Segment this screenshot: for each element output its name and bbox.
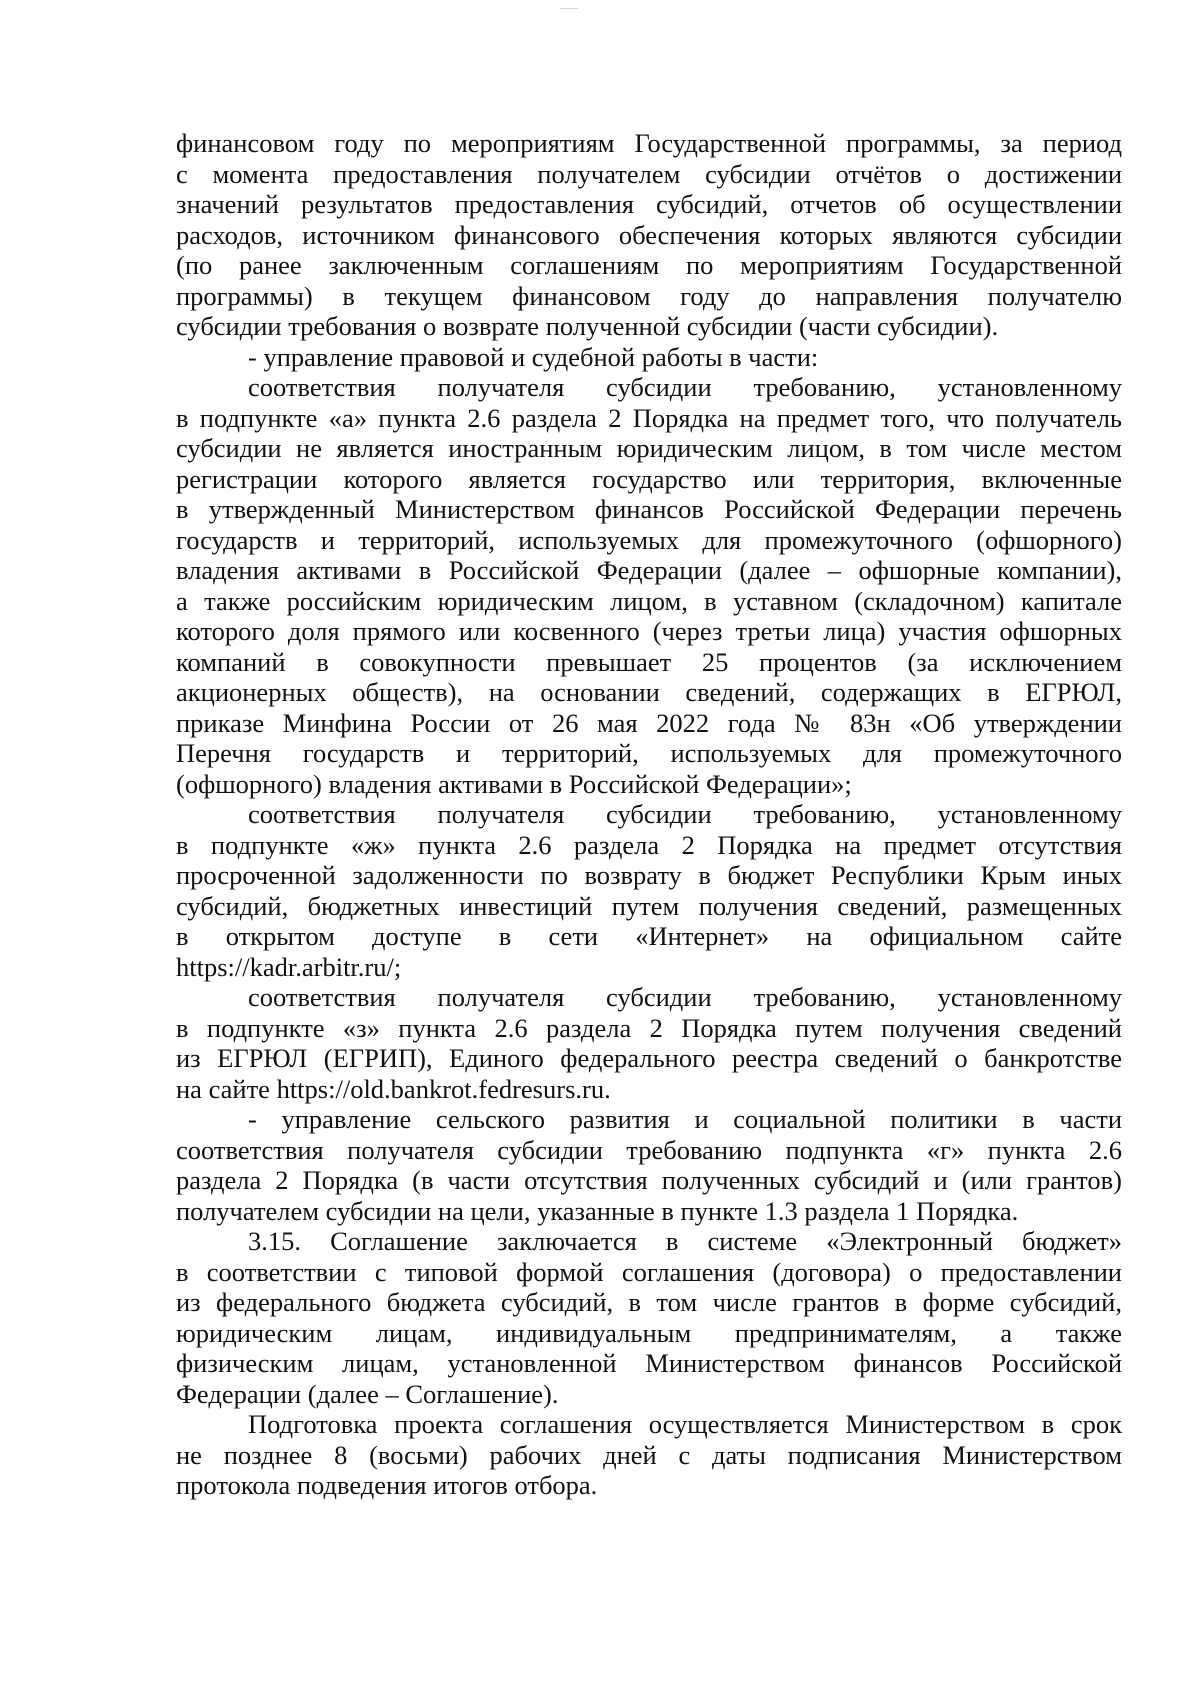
text-line: приказе Минфина России от 26 мая 2022 года № 83н «Об утверждении xyxy=(176,707,1122,738)
text-line: (по ранее заключенным соглашениям по мероприятиям Государственной xyxy=(176,250,1122,280)
text-line: юридическим лицам, индивидуальным предпринимателям, а также xyxy=(176,1317,1122,1348)
paragraph-bankruptcy-requirement xyxy=(176,982,1122,1104)
text-line: программы) в текущем финансовом году до направления получателю xyxy=(176,280,1122,311)
text-line: https://kadr.arbitr.ru/; xyxy=(176,951,402,982)
text-line: финансовом году по мероприятиям Государственной программы, за период xyxy=(176,128,1122,158)
text-line: на сайте https://old.bankrot.fedresurs.ru. xyxy=(176,1073,611,1104)
text-line: 3.15. Соглашение заключается в системе «Электронный бюджет» xyxy=(248,1226,1122,1256)
text-line: а также российским юридическим лицом, в уставном (складочном) капитале xyxy=(176,585,1122,616)
text-line: в открытом доступе в сети «Интернет» на официальном сайте xyxy=(176,921,1122,951)
paragraph-offshore-requirement xyxy=(176,372,1122,799)
text-line: расходов, источником финансового обеспечения которых являются субсидии xyxy=(176,219,1122,250)
text-line: Подготовка проекта соглашения осуществляется Министерством в срок xyxy=(248,1409,1122,1439)
text-line: регистрации которого является государство или территория, включенные xyxy=(176,463,1122,494)
text-line: Федерации (далее – Соглашение). xyxy=(176,1378,559,1409)
text-line: соответствия получателя субсидии требованию, установленному xyxy=(248,799,1122,829)
document-page xyxy=(176,128,1122,1501)
text-line: из федерального бюджета субсидий, в том числе грантов в форме субсидий, xyxy=(176,1287,1122,1317)
text-line: (офшорного) владения активами в Российской Федерации»; xyxy=(176,768,852,799)
text-line: владения активами в Российской Федерации (далее – офшорные компании), xyxy=(176,555,1122,585)
text-line: соответствия получателя субсидии требованию, установленному xyxy=(248,982,1122,1012)
text-line: значений результатов предоставления субсидий, отчетов об осуществлении xyxy=(176,189,1122,219)
text-line: субсидий, бюджетных инвестиций путем получения сведений, размещенных xyxy=(176,890,1122,921)
text-line: в подпункте «ж» пункта 2.6 раздела 2 Порядка на предмет отсутствия xyxy=(176,829,1122,860)
text-line: субсидии не является иностранным юридическим лицом, в том числе местом xyxy=(176,433,1122,463)
text-line: в утвержденный Министерством финансов Российской Федерации перечень xyxy=(176,494,1122,524)
text-line: - управление правовой и судебной работы в части: xyxy=(248,341,819,372)
text-line: просроченной задолженности по возврату в бюджет Республики Крым иных xyxy=(176,860,1122,890)
text-line: Перечня государств и территорий, используемых для промежуточного xyxy=(176,738,1122,768)
paragraph-rural-development xyxy=(176,1104,1122,1226)
text-line: субсидии требования о возврате полученной субсидии (части субсидии). xyxy=(176,311,999,341)
text-line: которого доля прямого или косвенного (через третьи лица) участия офшорных xyxy=(176,616,1122,646)
text-line: в соответствии с типовой формой соглашения (договора) о предоставлении xyxy=(176,1256,1122,1287)
text-line: получателем субсидии на цели, указанные в пункте 1.3 раздела 1 Порядка. xyxy=(176,1195,1019,1226)
text-line: акционерных обществ), на основании сведений, содержащих в ЕГРЮЛ, xyxy=(176,677,1122,707)
text-line: соответствия получателя субсидии требованию подпункта «г» пункта 2.6 xyxy=(176,1134,1122,1165)
paragraph-draft-preparation xyxy=(176,1409,1122,1501)
text-line: с момента предоставления получателем субсидии отчётов о достижении xyxy=(176,158,1122,189)
text-line: компаний в совокупности превышает 25 процентов (за исключением xyxy=(176,646,1122,677)
text-line: из ЕГРЮЛ (ЕГРИП), Единого федерального реестра сведений о банкротстве xyxy=(176,1043,1122,1073)
text-line: в подпункте «з» пункта 2.6 раздела 2 Порядка путем получения сведений xyxy=(176,1012,1122,1043)
text-line: раздела 2 Порядка (в части отсутствия полученных субсидий и (или грантов) xyxy=(176,1165,1122,1195)
text-line: соответствия получателя субсидии требованию, установленному xyxy=(248,372,1122,402)
scan-artifact-mark xyxy=(560,8,578,9)
paragraph-legal-department xyxy=(176,342,1122,373)
text-line: государств и территорий, используемых для промежуточного (офшорного) xyxy=(176,524,1122,555)
text-line: - управление сельского развития и социальной политики в части xyxy=(248,1104,1122,1134)
text-line: протокола подведения итогов отбора. xyxy=(176,1470,598,1500)
paragraph-agreement-3-15 xyxy=(176,1226,1122,1409)
paragraph-reporting-period xyxy=(176,128,1122,342)
text-line: в подпункте «а» пункта 2.6 раздела 2 Порядка на предмет того, что получатель xyxy=(176,402,1122,433)
text-line: не позднее 8 (восьми) рабочих дней с даты подписания Министерством xyxy=(176,1439,1122,1470)
text-line: физическим лицам, установленной Министерством финансов Российской xyxy=(176,1348,1122,1378)
paragraph-debt-requirement xyxy=(176,799,1122,982)
